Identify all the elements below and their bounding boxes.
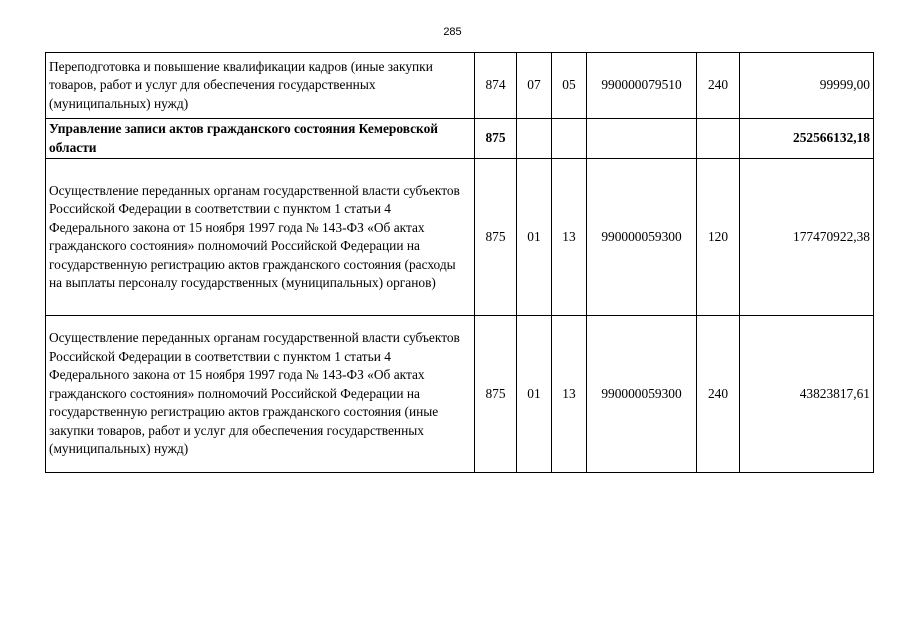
target-article-code: 990000059300 <box>587 159 697 316</box>
section-code: 01 <box>517 159 552 316</box>
row-description: Переподготовка и повышение квалификации кадров (иные закупки товаров, работ и услуг для обеспечения государственных (муниципальных) нужд) <box>46 53 475 119</box>
ministry-code: 875 <box>475 119 517 159</box>
section-code: 07 <box>517 53 552 119</box>
amount: 99999,00 <box>740 53 874 119</box>
subsection-code: 05 <box>552 53 587 119</box>
table-row <box>46 119 874 159</box>
subsection-code: 13 <box>552 159 587 316</box>
target-article-code <box>587 119 697 159</box>
expense-type-code: 240 <box>697 53 740 119</box>
table-row <box>46 53 874 119</box>
section-code: 01 <box>517 316 552 473</box>
amount: 252566132,18 <box>740 119 874 159</box>
amount: 43823817,61 <box>740 316 874 473</box>
expense-type-code: 120 <box>697 159 740 316</box>
row-description: Управление записи актов гражданского состояния Кемеровской области <box>46 119 475 159</box>
target-article-code: 990000079510 <box>587 53 697 119</box>
page-number: 285 <box>443 26 462 38</box>
ministry-code: 875 <box>475 159 517 316</box>
ministry-code: 875 <box>475 316 517 473</box>
row-description: Осуществление переданных органам государственной власти субъектов Российской Федерации в соответствии с пунктом 1 статьи 4 Федерального закона от 15 ноября 1997 года № 143-ФЗ «Об актах гражданского состояния» полномочий Российской Федерации на государственную регистрацию актов гражданского состояния (иные закупки товаров, работ и услуг для обеспечения государственных (муниципальных) нужд) <box>46 316 475 473</box>
table-row <box>46 316 874 473</box>
table-row <box>46 159 874 316</box>
ministry-code: 874 <box>475 53 517 119</box>
expense-type-code <box>697 119 740 159</box>
row-description: Осуществление переданных органам государственной власти субъектов Российской Федерации в соответствии с пунктом 1 статьи 4 Федерального закона от 15 ноября 1997 года № 143-ФЗ «Об актах гражданского состояния» полномочий Российской Федерации на государственную регистрацию актов гражданского состояния (расходы на выплаты персоналу государственных (муниципальных) органов) <box>46 159 475 316</box>
expense-type-code: 240 <box>697 316 740 473</box>
section-code <box>517 119 552 159</box>
subsection-code <box>552 119 587 159</box>
subsection-code: 13 <box>552 316 587 473</box>
target-article-code: 990000059300 <box>587 316 697 473</box>
amount: 177470922,38 <box>740 159 874 316</box>
budget-table <box>45 52 874 473</box>
